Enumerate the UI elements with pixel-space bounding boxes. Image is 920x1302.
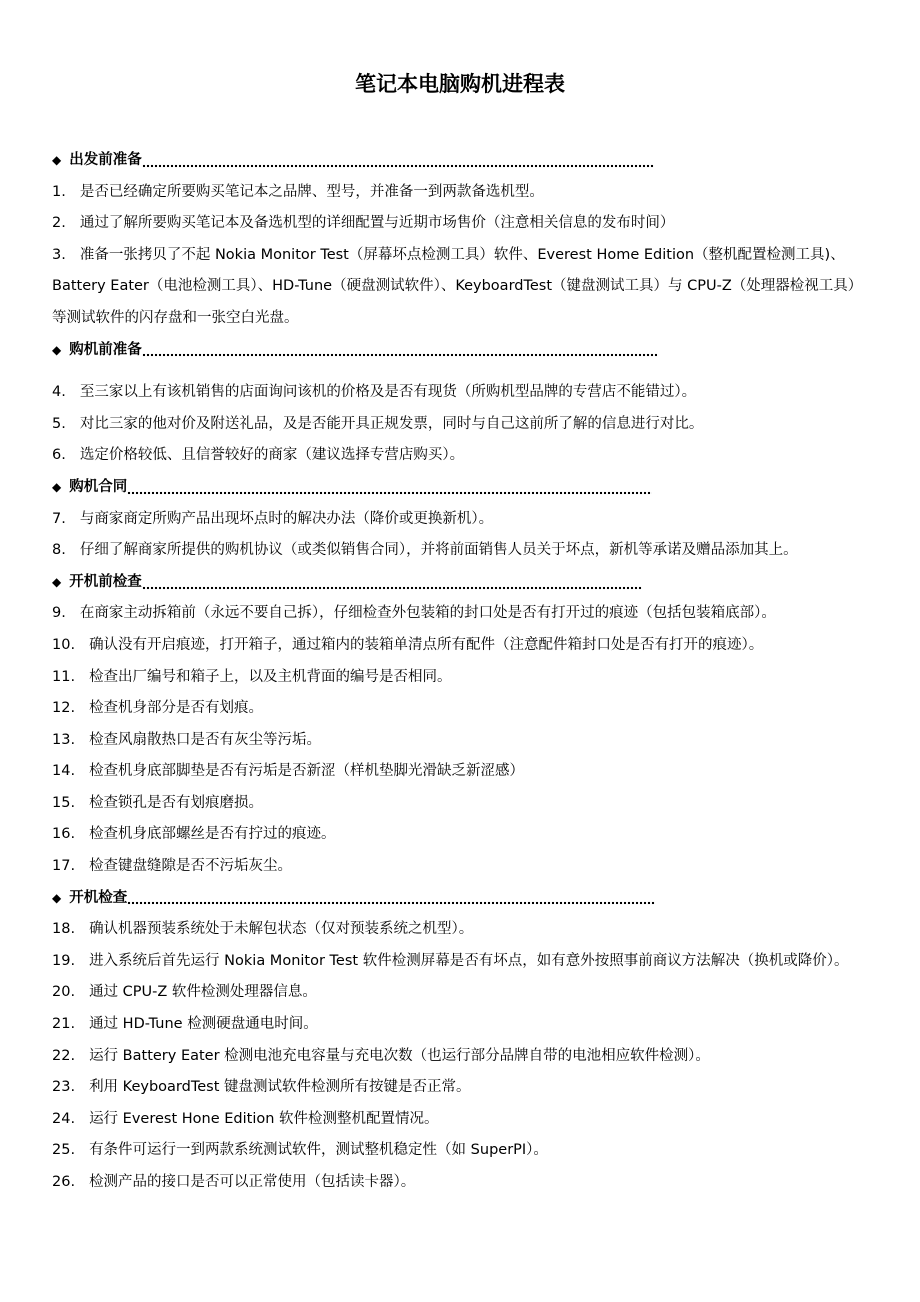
diamond-bullet-icon: ◆ xyxy=(52,479,62,494)
item-text: 利用 KeyboardTest 键盘测试软件检测所有按键是否正常。 xyxy=(89,1079,471,1096)
list-item xyxy=(52,914,870,946)
list-item xyxy=(52,977,870,1009)
dot-leader xyxy=(142,586,642,590)
item-text: 检查机身底部脚垫是否有污垢是否新涩（样机垫脚光滑缺乏新涩感） xyxy=(89,763,525,780)
list-item xyxy=(52,946,870,978)
dot-leader xyxy=(127,491,652,495)
document-body xyxy=(52,145,870,1199)
section-heading xyxy=(52,335,870,367)
item-number: 21. xyxy=(52,1016,76,1033)
item-text: 检查风扇散热口是否有灰尘等污垢。 xyxy=(89,731,322,748)
section xyxy=(52,145,870,335)
dot-leader xyxy=(127,901,655,905)
section xyxy=(52,472,870,567)
item-text: 确认机器预装系统处于未解包状态（仅对预装系统之机型）。 xyxy=(89,921,474,938)
item-text: 有条件可运行一到两款系统测试软件，测试整机稳定性（如 SuperPI）。 xyxy=(89,1142,548,1159)
item-text: 通过 HD-Tune 检测硬盘通电时间。 xyxy=(89,1016,318,1033)
item-text: 与商家商定所购产品出现坏点时的解决办法（降价或更换新机）。 xyxy=(79,510,494,527)
item-text: 在商家主动拆箱前（永远不要自己拆），仔细检查外包装箱的封口处是否有打开过的痕迹（包括包装箱底部）。 xyxy=(79,605,776,622)
item-number: 17. xyxy=(52,858,76,875)
item-number: 14. xyxy=(52,763,76,780)
list-item xyxy=(52,819,870,851)
item-text: 检查机身部分是否有划痕。 xyxy=(89,700,264,717)
list-item xyxy=(52,1072,870,1104)
section-heading xyxy=(52,145,870,177)
item-text: 准备一张拷贝了不起 Nokia Monitor Test（屏幕坏点检测工具）软件、Everest Home Edition（整机配置检测工具)、Battery Eater（电池检测工具）、HD-Tune（硬盘测试软件）、KeyboardTest（键盘测试工具）与 CPU-Z（处理器检视工具）等测试软件的闪存盘和一张空白光盘。 xyxy=(52,246,863,326)
item-text: 通过了解所要购买笔记本及备选机型的详细配置与近期市场售价（注意相关信息的发布时间） xyxy=(79,215,675,232)
item-number: 1. xyxy=(52,183,66,200)
list-item xyxy=(52,535,870,567)
section-heading-text: 开机前检查 xyxy=(69,573,142,590)
item-text: 是否已经确定所要购买笔记本之品牌、型号，并准备一到两款备选机型。 xyxy=(79,183,544,200)
item-number: 12. xyxy=(52,700,76,717)
list-item xyxy=(52,440,870,472)
item-text: 通过 CPU-Z 软件检测处理器信息。 xyxy=(89,984,317,1001)
list-item xyxy=(52,662,870,694)
item-text: 检查出厂编号和箱子上，以及主机背面的编号是否相同。 xyxy=(89,668,452,685)
list-item xyxy=(52,851,870,883)
item-number: 23. xyxy=(52,1079,76,1096)
item-text: 对比三家的他对价及附送礼品，及是否能开具正规发票，同时与自己这前所了解的信息进行对比。 xyxy=(79,415,704,432)
item-text: 选定价格较低、且信誉较好的商家（建议选择专营店购买）。 xyxy=(79,447,465,464)
item-number: 2. xyxy=(52,215,66,232)
diamond-bullet-icon: ◆ xyxy=(52,342,62,357)
section-heading-text: 开机检查 xyxy=(69,889,128,906)
item-number: 26. xyxy=(52,1174,76,1190)
section-heading xyxy=(52,472,870,504)
item-text: 检查机身底部螺丝是否有拧过的痕迹。 xyxy=(89,826,336,843)
item-number: 18. xyxy=(52,921,76,938)
item-number: 3. xyxy=(52,246,66,263)
list-item xyxy=(52,1041,870,1073)
list-item xyxy=(52,208,870,240)
document-title: 笔记本电脑购机进程表 xyxy=(355,72,565,96)
dot-leader xyxy=(142,164,654,168)
list-item xyxy=(52,377,870,409)
item-number: 8. xyxy=(52,542,66,559)
item-number: 5. xyxy=(52,415,66,432)
list-item xyxy=(52,1009,870,1041)
item-number: 7. xyxy=(52,510,66,527)
item-number: 24. xyxy=(52,1110,76,1127)
item-text: 进入系统后首先运行 Nokia Monitor Test 软件检测屏幕是否有坏点，如有意外按照事前商议方法解决（换机或降价）。 xyxy=(89,952,849,969)
item-number: 4. xyxy=(52,384,66,401)
list-item xyxy=(52,504,870,536)
list-item xyxy=(52,693,870,725)
section xyxy=(52,567,870,883)
list-item xyxy=(52,240,870,335)
diamond-bullet-icon: ◆ xyxy=(52,574,62,589)
item-text: 检查键盘缝隙是否不污垢灰尘。 xyxy=(89,858,293,875)
item-number: 20. xyxy=(52,984,76,1001)
list-item xyxy=(52,177,870,209)
item-text: 运行 Battery Eater 检测电池充电容量与充电次数（也运行部分品牌自带的电池相应软件检测）。 xyxy=(89,1047,710,1064)
list-item xyxy=(52,725,870,757)
item-number: 15. xyxy=(52,794,76,811)
item-number: 9. xyxy=(52,605,66,622)
list-item xyxy=(52,1135,870,1167)
list-item xyxy=(52,598,870,630)
section-heading xyxy=(52,567,870,599)
item-number: 25. xyxy=(52,1142,76,1159)
section-heading-text: 出发前准备 xyxy=(69,152,142,168)
list-item xyxy=(52,1167,870,1199)
item-number: 16. xyxy=(52,826,76,843)
item-number: 13. xyxy=(52,731,76,748)
section xyxy=(52,335,870,472)
item-number: 22. xyxy=(52,1047,76,1064)
section xyxy=(52,883,870,1199)
section-heading-text: 购机合同 xyxy=(69,478,128,495)
item-text: 确认没有开启痕迹，打开箱子，通过箱内的装箱单清点所有配件（注意配件箱封口处是否有打开的痕迹）。 xyxy=(89,636,764,653)
dot-leader xyxy=(142,353,657,357)
item-number: 19. xyxy=(52,952,76,969)
diamond-bullet-icon: ◆ xyxy=(52,153,62,167)
item-text: 至三家以上有该机销售的店面询问该机的价格及是否有现货（所购机型品牌的专营店不能错过）。 xyxy=(79,384,697,401)
item-number: 6. xyxy=(52,447,66,464)
list-item xyxy=(52,788,870,820)
item-number: 11. xyxy=(52,668,76,685)
diamond-bullet-icon: ◆ xyxy=(52,890,62,905)
list-item xyxy=(52,630,870,662)
list-item xyxy=(52,409,870,441)
item-number: 10. xyxy=(52,636,76,653)
list-item xyxy=(52,756,870,788)
item-text: 仔细了解商家所提供的购机协议（或类似销售合同），并将前面销售人员关于坏点，新机等承诺及赠品添加其上。 xyxy=(79,542,798,559)
section-heading-text: 购机前准备 xyxy=(69,341,142,358)
list-item xyxy=(52,1104,870,1136)
item-text: 运行 Everest Hone Edition 软件检测整机配置情况。 xyxy=(89,1110,439,1127)
section-heading xyxy=(52,883,870,915)
item-text: 检测产品的接口是否可以正常使用（包括读卡器）。 xyxy=(89,1174,416,1190)
item-text: 检查锁孔是否有划痕磨损。 xyxy=(89,794,264,811)
